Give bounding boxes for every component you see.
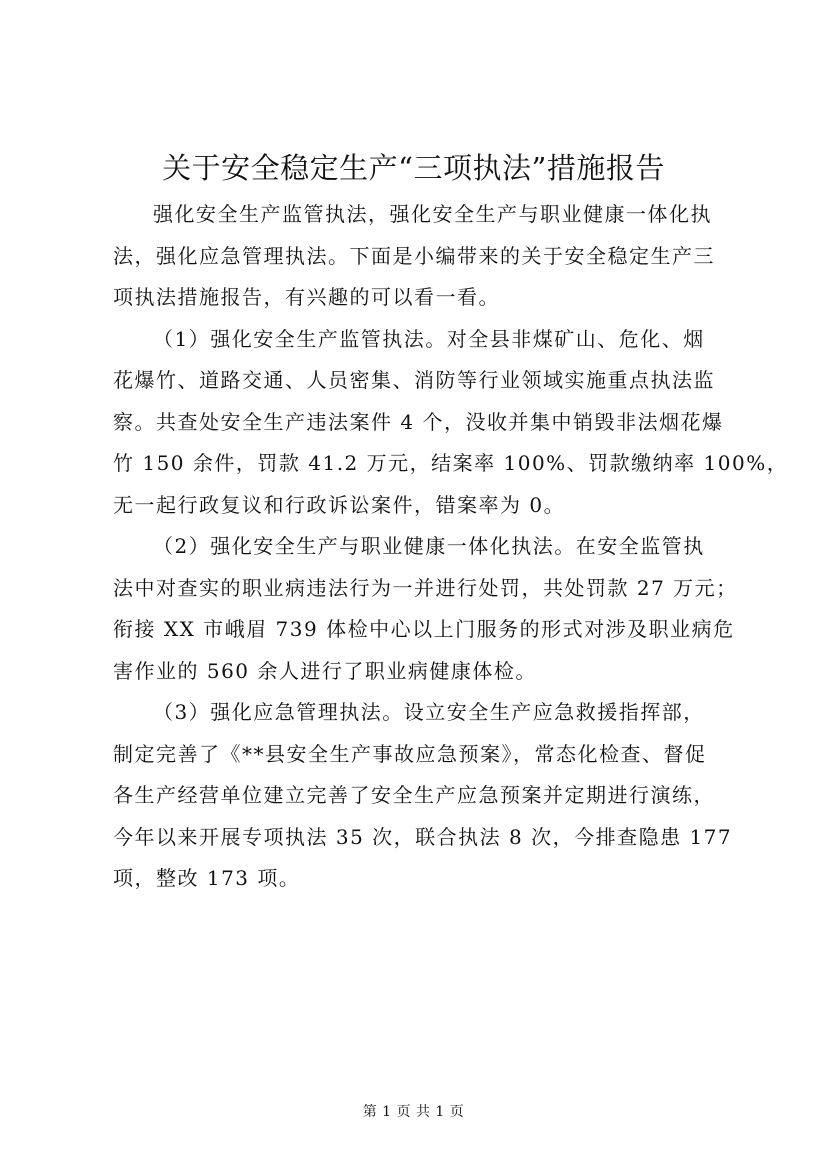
paragraph-line: 项，整改 173 项。 [113,866,301,890]
document-body [113,194,789,900]
paragraph-line: （3）强化应急管理执法。设立安全生产应急救援指挥部， [153,700,705,724]
paragraph-line: 衔接 XX 市峨眉 739 体检中心以上门服务的形式对涉及职业病危 [113,617,735,641]
paragraph-line: 无一起行政复议和行政诉讼案件，错案率为 0。 [113,492,566,517]
paragraph-line: （2）强化安全生产与职业健康一体化执法。在安全监管执 [153,534,705,558]
paragraph-line: 制定完善了《**县安全生产事故应急预案》，常态化检查、督促 [113,741,707,766]
paragraph-line: 花爆竹、道路交通、人员密集、消防等行业领域实施重点执法监 [113,368,715,392]
paragraph-line: 害作业的 560 余人进行了职业病健康体检。 [113,658,537,683]
paragraph-line: 项执法措施报告，有兴趣的可以看一看。 [113,285,500,309]
paragraph-line: 法，强化应急管理执法。下面是小编带来的关于安全稳定生产三 [113,243,715,268]
intro-paragraph [113,194,738,319]
section-3-paragraph [113,692,738,900]
section-2-paragraph [113,526,738,692]
section-1-paragraph [113,319,789,527]
paragraph-line: 强化安全生产监管执法，强化安全生产与职业健康一体化执 [153,202,712,226]
paragraph-line: （1）强化安全生产监管执法。对全县非煤矿山、危化、烟 [153,326,705,351]
page-footer: 第 1 页 共 1 页 [362,1104,465,1120]
paragraph-line: 今年以来开展专项执法 35 次，联合执法 8 次，今排查隐患 177 [113,824,733,849]
paragraph-line: 察。共查处安全生产违法案件 4 个，没收并集中销毁非法烟花爆 [113,409,724,434]
document-title: 关于安全稳定生产“三项执法”措施报告 [162,151,665,185]
paragraph-line: 竹 150 余件，罚款 41.2 万元，结案率 100%、罚款缴纳率 100%， [113,451,789,475]
paragraph-line: 各生产经营单位建立完善了安全生产应急预案并定期进行演练， [113,783,715,807]
paragraph-line: 法中对查实的职业病违法行为一并进行处罚，共处罚款 27 万元； [113,575,738,600]
